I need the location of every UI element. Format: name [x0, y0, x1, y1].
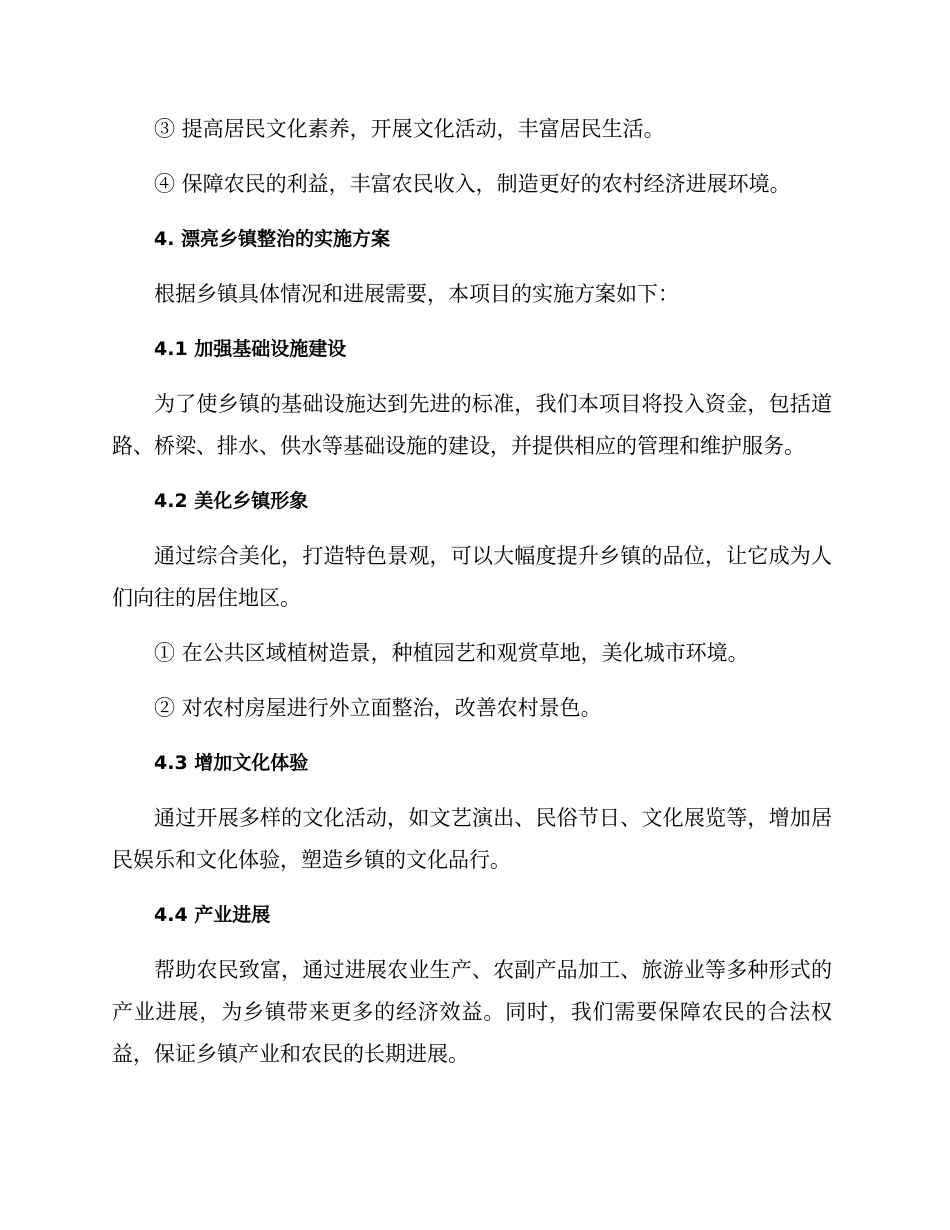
list-item-3: ③ 提高居民文化素养，开展文化活动，丰富居民生活。 [154, 117, 665, 141]
document-page [112, 108, 832, 1075]
paragraph-culture: 通过开展多样的文化活动，如文艺演出、民俗节日、文化展览等，增加居民娱乐和文化体验，塑造乡镇的文化品行。 [112, 806, 832, 872]
paragraph-industry: 帮助农民致富，通过进展农业生产、农副产品加工、旅游业等多种形式的产业进展，为乡镇带来更多的经济效益。同时，我们需要保障农民的合法权益，保证乡镇产业和农民的长期进展。 [112, 958, 832, 1066]
section-heading-4-2: 4.2 美化乡镇形象 [154, 490, 309, 512]
section-heading-4: 4. 漂亮乡镇整治的实施方案 [154, 228, 391, 250]
paragraph-infrastructure: 为了使乡镇的基础设施达到先进的标准，我们本项目将投入资金，包括道路、桥梁、排水、供水等基础设施的建设，并提供相应的管理和维护服务。 [112, 392, 832, 458]
section-heading-4-3: 4.3 增加文化体验 [154, 752, 309, 774]
list-item-2: ② 对农村房屋进行外立面整治，改善农村景色。 [154, 696, 602, 720]
list-item-4: ④ 保障农民的利益，丰富农民收入，制造更好的农村经济进展环境。 [154, 172, 791, 196]
paragraph-beautify: 通过综合美化，打造特色景观，可以大幅度提升乡镇的品位，让它成为人们向往的居住地区。 [112, 544, 832, 610]
list-item-1: ① 在公共区域植树造景，种植园艺和观赏草地，美化城市环境。 [154, 641, 749, 665]
paragraph-intro: 根据乡镇具体情况和进展需要，本项目的实施方案如下： [154, 282, 679, 306]
section-heading-4-1: 4.1 加强基础设施建设 [154, 338, 347, 360]
section-heading-4-4: 4.4 产业进展 [154, 904, 271, 926]
